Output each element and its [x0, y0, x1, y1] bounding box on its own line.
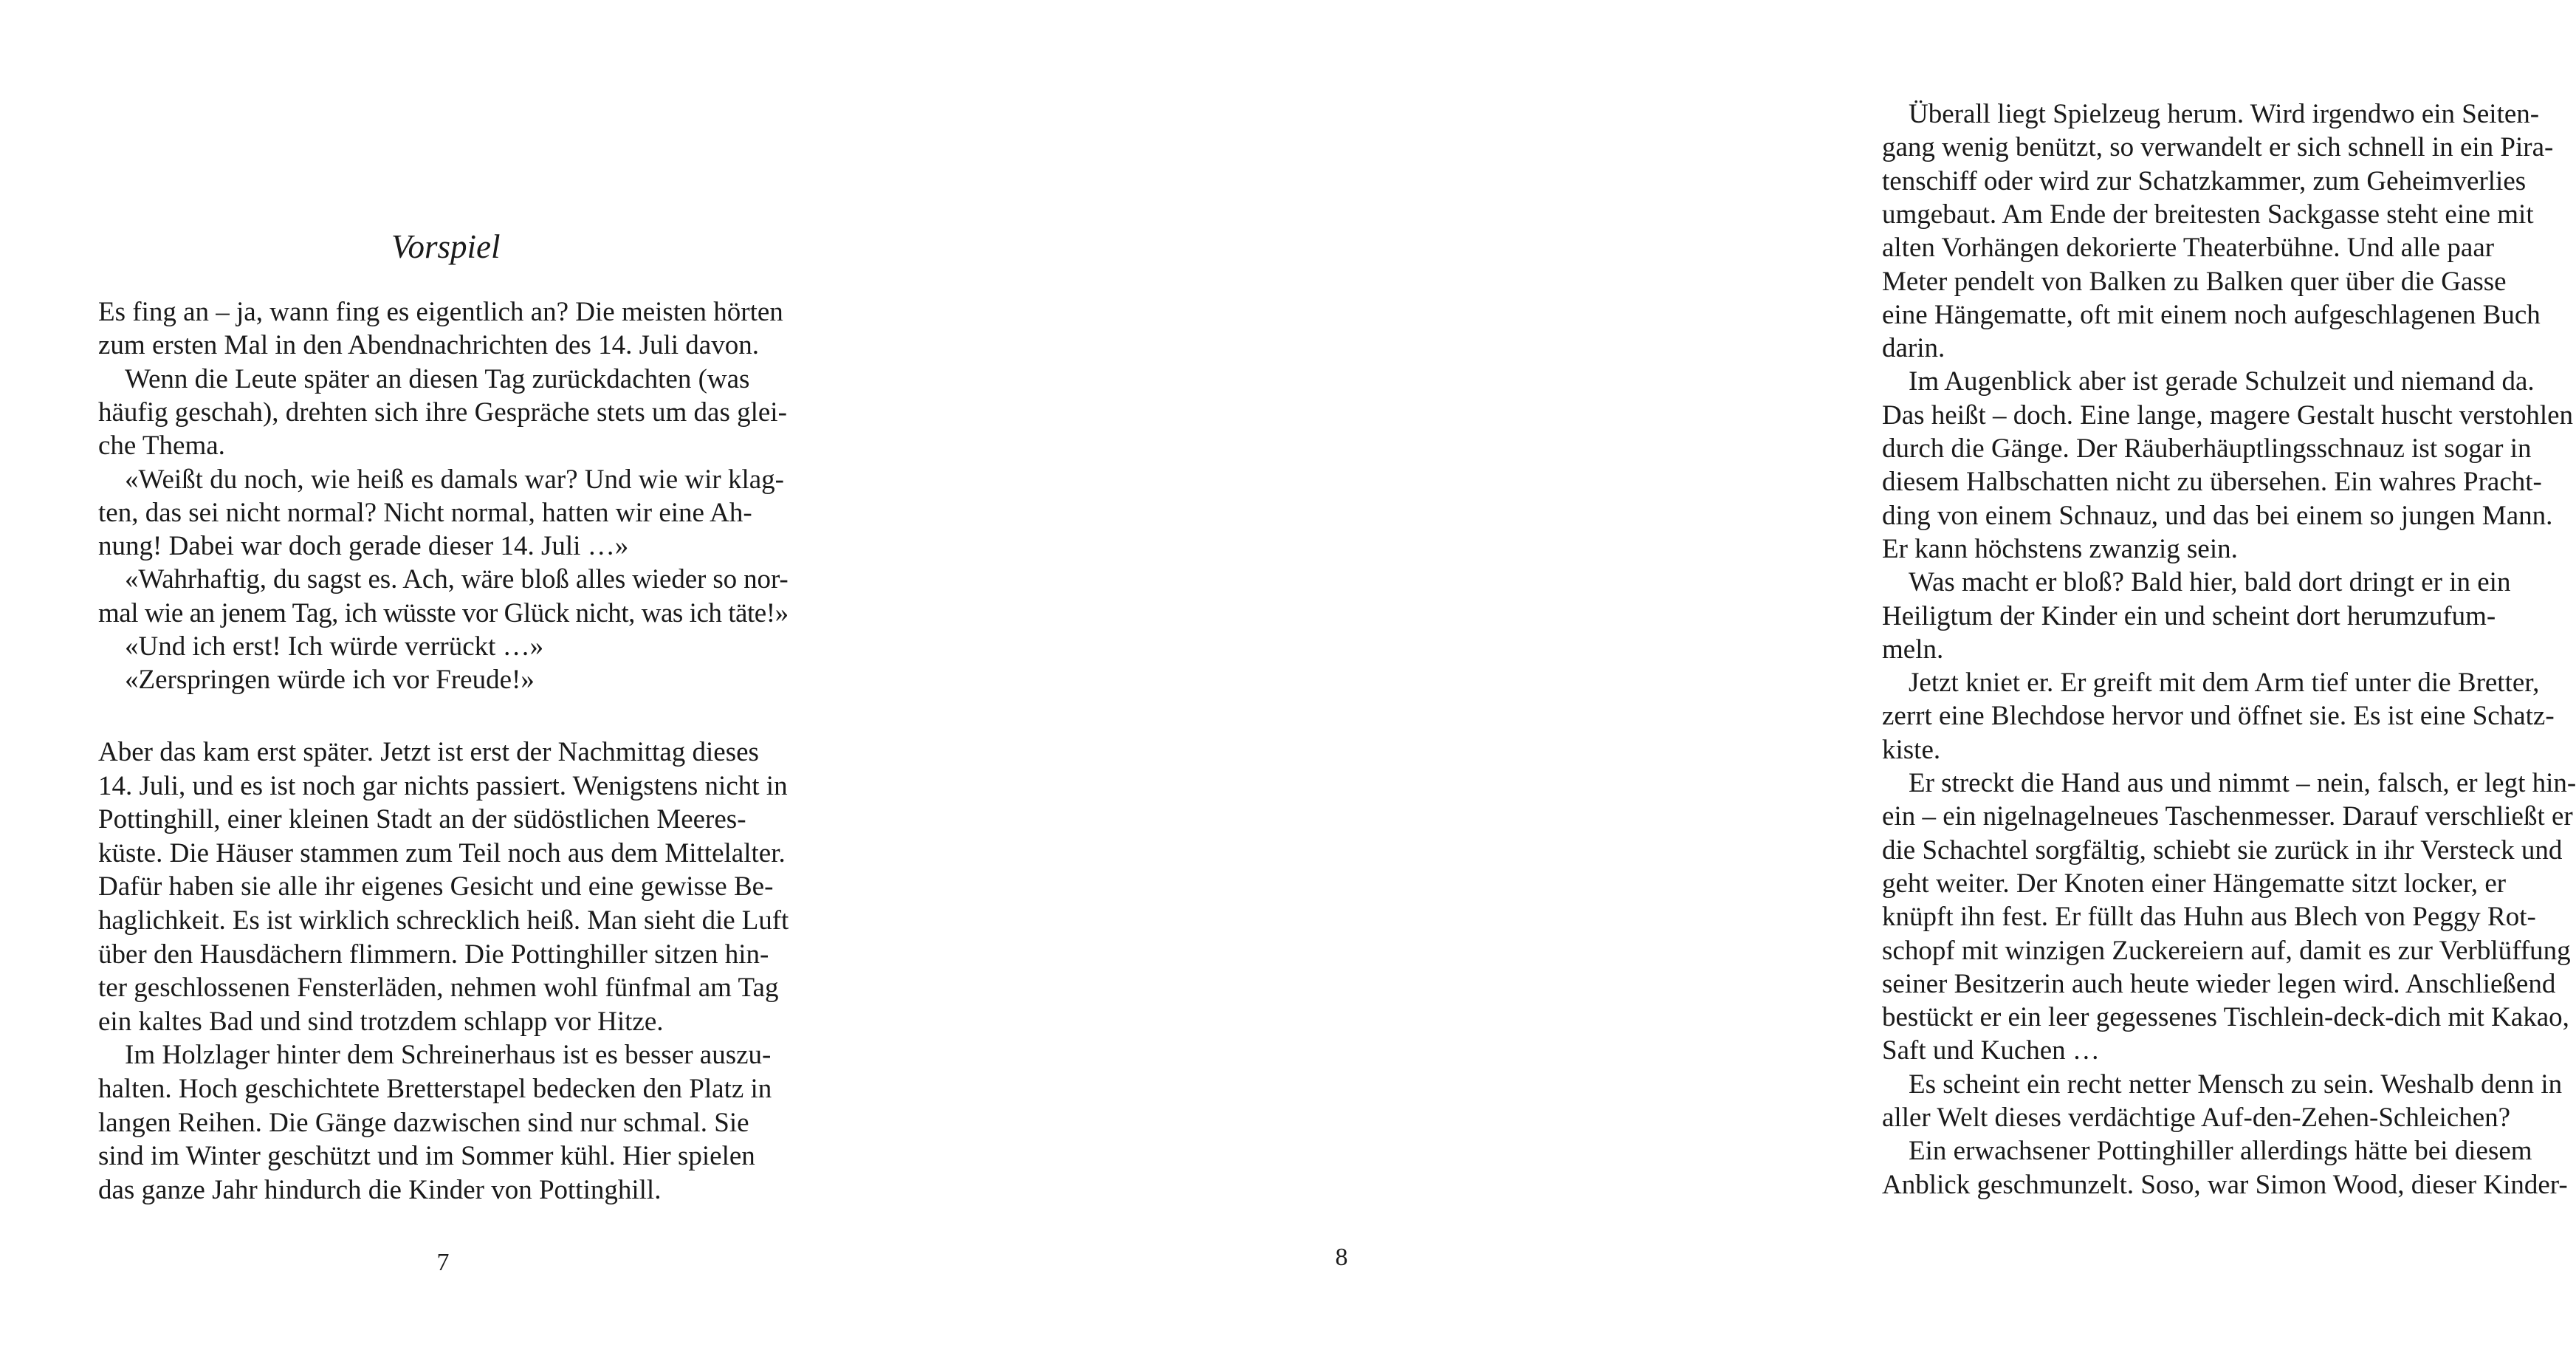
page-number: 8 — [1335, 1244, 1348, 1271]
text-line: 14. Juli, und es ist noch gar nichts passiert. Wenigstens nicht in — [98, 770, 788, 801]
text-line: Meter pendelt von Balken zu Balken quer über die Gasse — [1882, 266, 2507, 297]
text-line: Das heißt – doch. Eine lange, magere Gestalt huscht verstohlen — [1882, 400, 2574, 431]
text-line: Anblick geschmunzelt. Soso, war Simon Wood, dieser Kinder- — [1882, 1169, 2568, 1200]
text-line: Ein erwachsener Pottinghiller allerdings hätte bei diesem — [1909, 1136, 2532, 1167]
text-line: darin. — [1882, 333, 1945, 364]
text-line: tenschiff oder wird zur Schatzkammer, zum Geheimverlies — [1882, 165, 2527, 196]
text-line: langen Reihen. Die Gänge dazwischen sind nur schmal. Sie — [98, 1107, 749, 1138]
text-line: Im Holzlager hinter dem Schreinerhaus ist es besser auszu- — [125, 1040, 772, 1071]
text-line: das ganze Jahr hindurch die Kinder von Pottinghill. — [98, 1174, 662, 1205]
text-line: halten. Hoch geschichtete Bretterstapel bedecken den Platz in — [98, 1074, 772, 1104]
text-line: zum ersten Mal in den Abendnachrichten des 14. Juli davon. — [98, 330, 759, 361]
text-line: geht weiter. Der Knoten einer Hängematte sitzt locker, er — [1882, 868, 2507, 899]
text-line: Wenn die Leute später an diesen Tag zurückdachten (was — [125, 363, 750, 394]
text-line: mal wie an jenem Tag, ich wüsste vor Glück nicht, was ich täte!» — [98, 597, 789, 628]
text-line: Es fing an – ja, wann fing es eigentlich an? Die meisten hörten — [98, 297, 783, 327]
text-line: ter geschlossenen Fensterläden, nehmen wohl fünfmal am Tag — [98, 973, 779, 1004]
text-line: durch die Gänge. Der Räuberhäuptlingsschnauz ist sogar in — [1882, 433, 2532, 464]
text-line: Saft und Kuchen … — [1882, 1035, 2100, 1066]
text-line: Überall liegt Spielzeug herum. Wird irgendwo ein Seiten- — [1909, 99, 2540, 129]
text-line: ten, das sei nicht normal? Nicht normal, hatten wir eine Ah- — [98, 497, 752, 528]
text-line: ding von einem Schnauz, und das bei einem so jungen Mann. — [1882, 500, 2553, 531]
text-line: «Zerspringen würde ich vor Freude!» — [125, 665, 535, 696]
text-line: knüpft ihn fest. Er füllt das Huhn aus Blech von Peggy Rot- — [1882, 902, 2536, 933]
text-line: Pottinghill, einer kleinen Stadt an der südöstlichen Meeres- — [98, 804, 746, 835]
text-line: Heiligtum der Kinder ein und scheint dort herumzufum- — [1882, 600, 2496, 631]
text-line: «Wahrhaftig, du sagst es. Ach, wäre bloß alles wieder so nor- — [125, 564, 789, 595]
text-line: alten Vorhängen dekorierte Theaterbühne. Und alle paar — [1882, 233, 2495, 264]
text-line: bestückt er ein leer gegessenes Tischlein-deck-dich mit Kakao, — [1882, 1002, 2569, 1033]
text-line: Er streckt die Hand aus und nimmt – nein, falsch, er legt hin- — [1909, 768, 2576, 798]
text-line: che Thema. — [98, 431, 225, 462]
text-line: kiste. — [1882, 734, 1941, 765]
text-line: umgebaut. Am Ende der breitesten Sackgasse steht eine mit — [1882, 199, 2534, 230]
text-line: Aber das kam erst später. Jetzt ist erst der Nachmittag dieses — [98, 737, 759, 767]
text-line: «Und ich erst! Ich würde verrückt …» — [125, 631, 544, 662]
text-line: sind im Winter geschützt und im Sommer kühl. Hier spielen — [98, 1141, 755, 1172]
text-line: Dafür haben sie alle ihr eigenes Gesicht und eine gewisse Be- — [98, 871, 774, 902]
text-line: Was macht er bloß? Bald hier, bald dort dringt er in ein — [1909, 567, 2511, 598]
text-line: «Weißt du noch, wie heiß es damals war? Und wie wir klag- — [125, 464, 784, 495]
text-line: küste. Die Häuser stammen zum Teil noch aus dem Mittelalter. — [98, 837, 786, 868]
text-line: Jetzt kniet er. Er greift mit dem Arm tief unter die Bretter, — [1909, 668, 2540, 699]
text-line: zerrt eine Blechdose hervor und öffnet sie. Es ist eine Schatz- — [1882, 701, 2555, 732]
text-line: Er kann höchstens zwanzig sein. — [1882, 533, 2238, 564]
page-number: 7 — [436, 1249, 450, 1276]
text-line: aller Welt dieses verdächtige Auf-den-Zehen-Schleichen? — [1882, 1103, 2511, 1133]
text-line: ein kaltes Bad und sind trotzdem schlapp vor Hitze. — [98, 1006, 664, 1037]
text-line: schopf mit winzigen Zuckereiern auf, damit es zur Verblüffung — [1882, 935, 2571, 966]
text-line: über den Hausdächern flimmern. Die Pottinghiller sitzen hin- — [98, 939, 769, 970]
text-line: Im Augenblick aber ist gerade Schulzeit und niemand da. — [1909, 366, 2535, 397]
text-line: meln. — [1882, 634, 1944, 665]
text-line: gang wenig benützt, so verwandelt er sich schnell in ein Pira- — [1882, 132, 2554, 163]
chapter-heading: Vorspiel — [391, 228, 501, 265]
text-line: ein – ein nigelnagelneues Taschenmesser. Darauf verschließt er — [1882, 801, 2573, 832]
text-line: diesem Halbschatten nicht zu übersehen. Ein wahres Pracht- — [1882, 467, 2542, 498]
text-line: häufig geschah), drehten sich ihre Gespräche stets um das glei- — [98, 397, 787, 428]
text-line: seiner Besitzerin auch heute wieder legen wird. Anschließend — [1882, 968, 2556, 999]
text-line: haglichkeit. Es ist wirklich schrecklich heiß. Man sieht die Luft — [98, 905, 789, 936]
text-line: nung! Dabei war doch gerade dieser 14. Juli …» — [98, 531, 629, 562]
text-line: eine Hängematte, oft mit einem noch aufgeschlagenen Buch — [1882, 299, 2541, 330]
text-line: Es scheint ein recht netter Mensch zu sein. Weshalb denn in — [1909, 1069, 2563, 1100]
text-line: die Schachtel sorgfältig, schiebt sie zurück in ihr Versteck und — [1882, 834, 2563, 866]
